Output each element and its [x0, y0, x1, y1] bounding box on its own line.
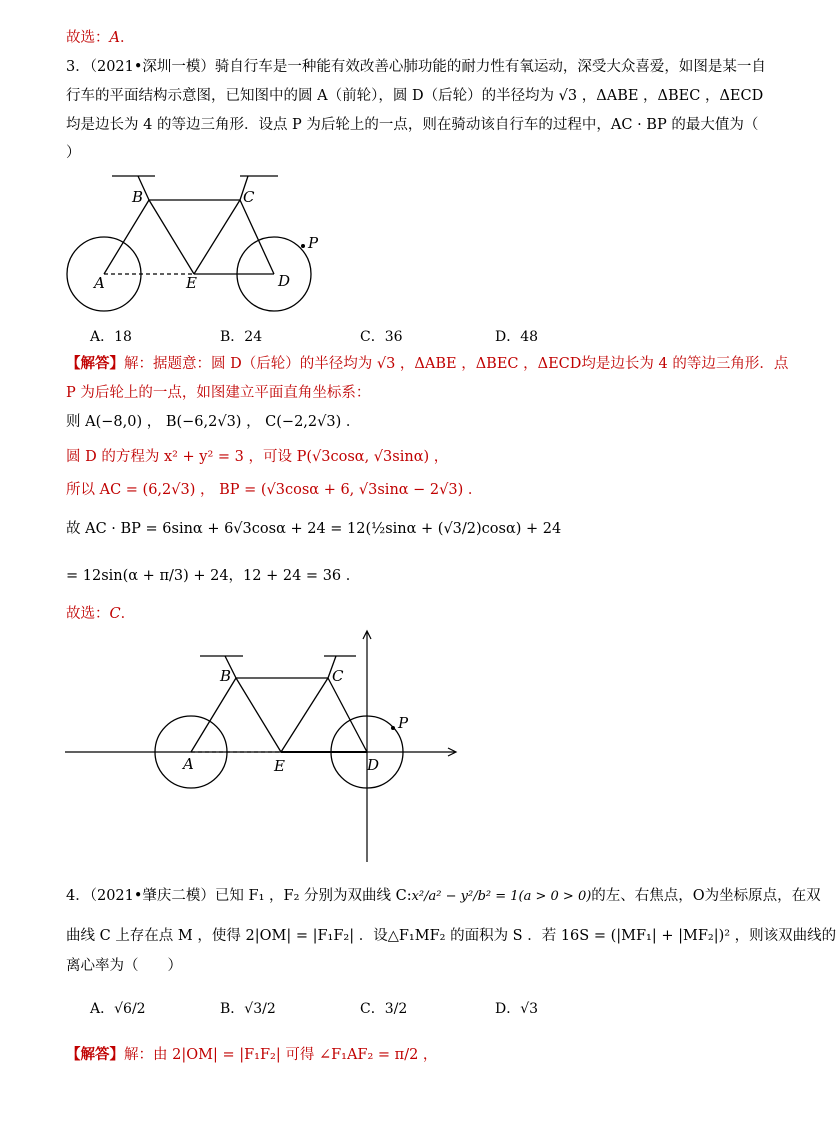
sol3-choose-line	[66, 604, 135, 624]
prev-answer-line	[66, 28, 134, 48]
q4-hyperbola-equation: x²/a² − y²/b² = 1(a > 0 > 0)	[411, 889, 592, 904]
q4-line-1c: 的左、右焦点，O为坐标原点，在双	[591, 888, 821, 904]
q4-choice-a: A．√6/2	[90, 1001, 146, 1017]
prev-answer-value: A	[109, 30, 120, 46]
sol3-choose-answer: C	[109, 606, 121, 622]
q3-choice-d: D．48	[495, 329, 539, 345]
q4-line-3: 离心率为（ ）	[66, 958, 182, 974]
fig2-label-D: D	[367, 756, 380, 774]
q4-line-1	[66, 886, 821, 907]
q4-choice-c: C．3/2	[360, 1001, 408, 1017]
fig1-label-D: D	[278, 272, 291, 290]
fig2-label-P: P	[398, 714, 409, 732]
sol3-line-5: 所以 AC = (6,2√3) ， BP = (√3cosα + 6, √3sinα − 2√3) ．	[66, 482, 483, 498]
fig2-label-A: A	[183, 755, 194, 773]
q3-line-2: 行车的平面结构示意图，已知图中的圆 A（前轮），圆 D（后轮）的半径均为 √3 ，ΔABE ，ΔBEC ，ΔECD	[66, 88, 764, 104]
q4-line-1a: 4．（2021•肇庆二模）已知 F₁ ，F₂ 分别为双曲线 C:	[66, 888, 412, 904]
sol3-choose-end: ．	[120, 606, 136, 622]
q4-choice-b: B．√3/2	[220, 1001, 276, 1017]
prev-answer-label: 故选：	[66, 30, 110, 46]
sol4-tag: 【解答】	[66, 1046, 124, 1063]
sol3-line-1	[66, 354, 788, 374]
sol3-choose-label: 故选：	[66, 606, 110, 622]
q3-choice-b: B．24	[220, 329, 263, 345]
sol3-line-7: = 12sin(α + π/3) + 24，12 + 24 = 36 ．	[66, 568, 361, 584]
sol3-line-6: 故 AC · BP = 6sinα + 6√3cosα + 24 = 12(½sinα + (√3/2)cosα) + 24	[66, 521, 562, 537]
q4-line-2: 曲线 C 上存在点 M ，使得 2|OM| = |F₁F₂| ．设△F₁MF₂ 的面积为 S ．若 16S = (|MF₁| + |MF₂|)² ，则该双曲线的	[66, 928, 836, 944]
fig2-label-E: E	[274, 757, 285, 775]
sol3-line-3: 则 A(−8,0) ， B(−6,2√3) ， C(−2,2√3) ．	[66, 414, 361, 430]
bicycle-figure	[60, 170, 330, 320]
q3-line-4: ）	[66, 145, 81, 161]
sol3-line-2: P 为后轮上的一点，如图建立平面直角坐标系：	[66, 385, 371, 401]
fig1-label-C: C	[243, 188, 255, 206]
sol4-text-1: 解：由 2|OM| = |F₁F₂| 可得 ∠F₁AF₂ = π/2 ，	[124, 1047, 438, 1063]
q3-choice-a: A．18	[90, 329, 132, 345]
fig2-label-B: B	[220, 667, 232, 685]
fig1-label-P: P	[308, 234, 319, 252]
sol3-line-4: 圆 D 的方程为 x² + y² = 3 ，可设 P(√3cosα, √3sinα) ，	[66, 449, 449, 465]
sol4-line-1	[66, 1045, 437, 1065]
q3-choice-c: C．36	[360, 329, 403, 345]
sol3-tag: 【解答】	[66, 355, 124, 372]
fig1-label-E: E	[186, 274, 197, 292]
bicycle-axes-figure	[60, 626, 470, 866]
fig1-label-A: A	[94, 274, 105, 292]
q4-choice-d: D．√3	[495, 1001, 539, 1017]
q3-line-3: 均是边长为 4 的等边三角形．设点 P 为后轮上的一点，则在骑动该自行车的过程中，AC · BP 的最大值为（	[66, 117, 759, 133]
fig1-label-B: B	[132, 188, 144, 206]
fig2-label-C: C	[332, 667, 344, 685]
sol3-text-1: 解：据题意：圆 D（后轮）的半径均为 √3 ，ΔABE ，ΔBEC ，ΔECD均是边长为 4 的等边三角形．点	[124, 356, 789, 372]
prev-answer-end: ．	[119, 30, 135, 46]
q3-line-1: 3．（2021•深圳一模）骑自行车是一种能有效改善心肺功能的耐力性有氧运动，深受大众喜爱，如图是某一自	[66, 59, 766, 75]
